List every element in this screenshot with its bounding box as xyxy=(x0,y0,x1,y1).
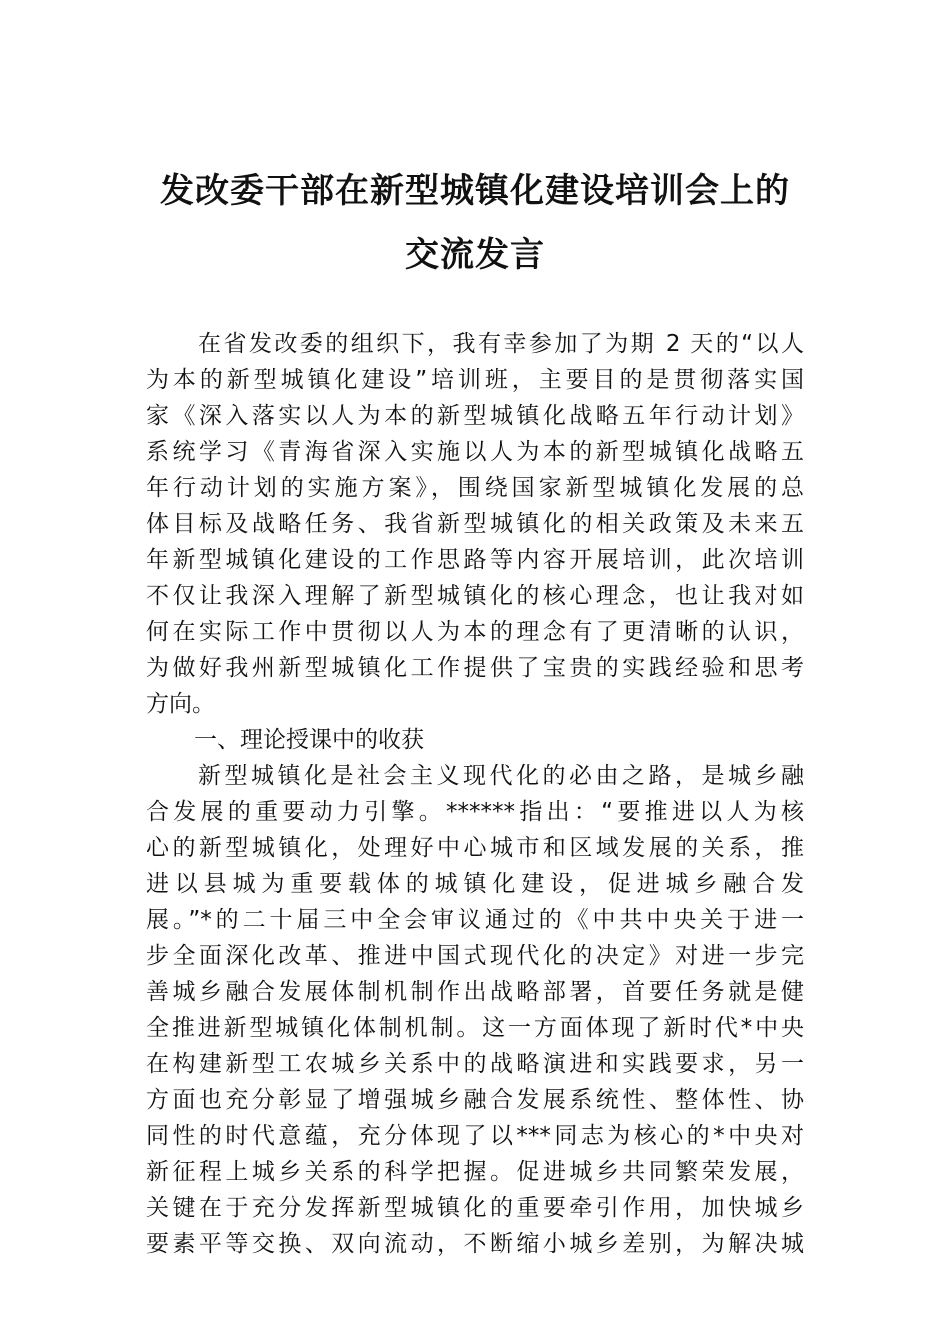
paragraph-2-line: 步全面深化改革、推进中国式现代化的决定》对进一步完 xyxy=(146,943,804,969)
paragraph-2-line: 要素平等交换、双向流动，不断缩小城乡差别，为解决城 xyxy=(146,1231,804,1257)
section-heading: 一、理论授课中的收获 xyxy=(194,727,424,753)
paragraph-2-line: 新征程上城乡关系的科学把握。促进城乡共同繁荣发展， xyxy=(146,1159,804,1185)
paragraph-2-line: 方面也充分彰显了增强城乡融合发展系统性、整体性、协 xyxy=(146,1087,804,1113)
paragraph-2-line: 展。”*的二十届三中全会审议通过的《中共中央关于进一 xyxy=(146,907,804,933)
paragraph-2-line: 新型城镇化是社会主义现代化的必由之路，是城乡融 xyxy=(198,763,804,789)
paragraph-1-line: 在省发改委的组织下，我有幸参加了为期 2 天的“以人 xyxy=(198,331,804,357)
paragraph-2-line: 合发展的重要动力引擎。******指出：“要推进以人为核 xyxy=(146,799,804,825)
paragraph-2-line: 心的新型城镇化，处理好中心城市和区域发展的关系，推 xyxy=(146,835,804,861)
document-title-line-2: 交流发言 xyxy=(405,235,545,275)
paragraph-2-line: 在构建新型工农城乡关系中的战略演进和实践要求，另一 xyxy=(146,1051,804,1077)
paragraph-1-line: 年新型城镇化建设的工作思路等内容开展培训，此次培训 xyxy=(146,547,804,573)
paragraph-2-line: 进以县城为重要载体的城镇化建设，促进城乡融合发 xyxy=(146,871,804,897)
paragraph-1-line: 为做好我州新型城镇化工作提供了宝贵的实践经验和思考 xyxy=(146,655,804,681)
paragraph-2-line: 同性的时代意蕴，充分体现了以***同志为核心的*中央对 xyxy=(146,1123,804,1149)
paragraph-1-line: 家《深入落实以人为本的新型城镇化战略五年行动计划》 xyxy=(146,403,804,429)
document-title-line-1: 发改委干部在新型城镇化建设培训会上的 xyxy=(160,171,790,211)
paragraph-1-line: 年行动计划的实施方案》，围绕国家新型城镇化发展的总 xyxy=(146,475,804,501)
paragraph-2-line: 全推进新型城镇化体制机制。这一方面体现了新时代*中央 xyxy=(146,1015,804,1041)
paragraph-1-line: 为本的新型城镇化建设”培训班，主要目的是贯彻落实国 xyxy=(146,367,804,393)
paragraph-1-line: 方向。 xyxy=(146,691,215,717)
paragraph-2-line: 善城乡融合发展体制机制作出战略部署，首要任务就是健 xyxy=(146,979,804,1005)
paragraph-1-line: 不仅让我深入理解了新型城镇化的核心理念，也让我对如 xyxy=(146,583,804,609)
paragraph-1-line: 体目标及战略任务、我省新型城镇化的相关政策及未来五 xyxy=(146,511,804,537)
paragraph-1-line: 何在实际工作中贯彻以人为本的理念有了更清晰的认识， xyxy=(146,619,804,645)
paragraph-1-line: 系统学习《青海省深入实施以人为本的新型城镇化战略五 xyxy=(146,439,804,465)
paragraph-2-line: 关键在于充分发挥新型城镇化的重要牵引作用，加快城乡 xyxy=(146,1195,804,1221)
